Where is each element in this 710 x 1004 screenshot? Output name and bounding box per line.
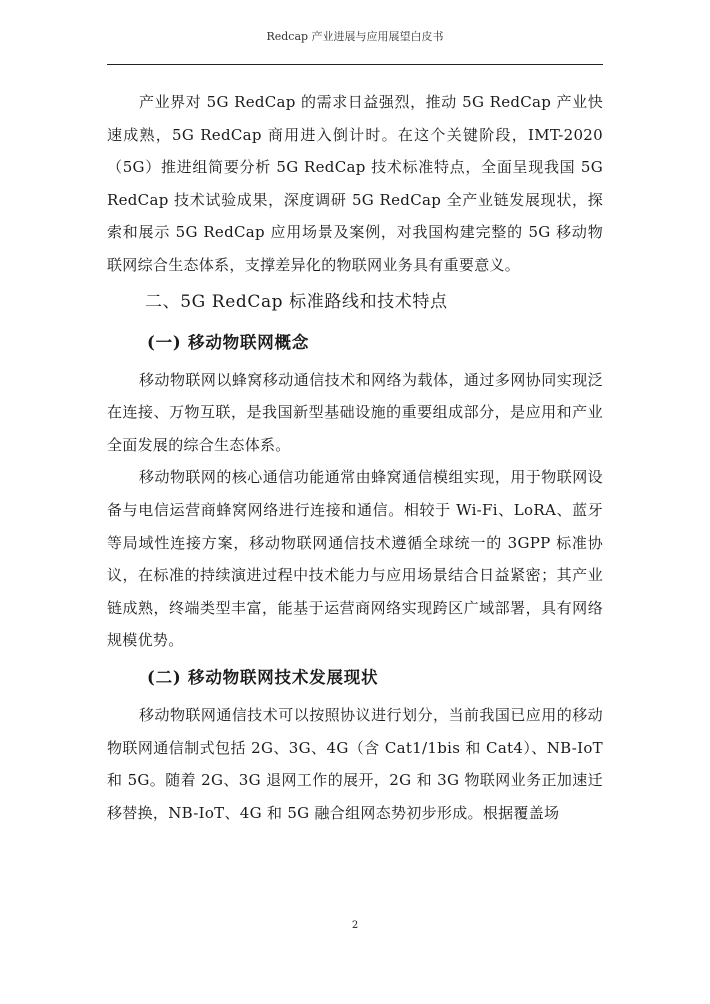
paragraph-iot-concept: 移动物联网以蜂窝移动通信技术和网络为载体，通过多网协同实现泛在连接、万物互联，是我国新型基础设施的重要组成部分，是应用和产业全面发展的综合生态体系。 xyxy=(107,370,603,454)
section-heading: 二、5G RedCap 标准路线和技术特点 xyxy=(145,291,448,312)
header-divider xyxy=(107,64,603,65)
paragraph-iot-module: 移动物联网的核心通信功能通常由蜂窝通信模组实现，用于物联网设备与电信运营商蜂窝网络进行连接和通信。相较于 Wi-Fi、LoRA、蓝牙等局域性连接方案，移动物联网通信技术遵循全球统一的 3GPP 标准协议，在标准的持续演进过程中技术能力与应用场景结合日益紧密；其产业链成熟，终端类型丰富，能基于运营商网络实现跨区广域部署，具有网络规模优势。 xyxy=(107,468,603,650)
running-header: Redcap 产业进展与应用展望白皮书 xyxy=(266,30,444,43)
page-body xyxy=(107,86,603,829)
intro-paragraph: 产业界对 5G RedCap 的需求日益强烈，推动 5G RedCap 产业快速成熟，5G RedCap 商用进入倒计时。在这个关键阶段，IMT-2020（5G）推进组简要分析 5G RedCap 技术标准特点，全面呈现我国 5G RedCap 技术试验成果，深度调研 5G RedCap 全产业链发展现状，探索和展示 5G RedCap 应用场景及案例，对我国构建完整的 5G 移动物联网综合生态体系，支撑差异化的物联网业务具有重要意义。 xyxy=(107,93,603,274)
page-number: 2 xyxy=(351,920,359,931)
subsection-heading-1: (一) 移动物联网概念 xyxy=(147,332,310,352)
subsection-heading-2: (二) 移动物联网技术发展现状 xyxy=(147,667,379,687)
paragraph-iot-status: 移动物联网通信技术可以按照协议进行划分，当前我国已应用的移动物联网通信制式包括 2G、3G、4G（含 Cat1/1bis 和 Cat4）、NB-IoT 和 5G。随着 2G、3G 退网工作的展开，2G 和 3G 物联网业务正加速迁移替换，NB-IoT、4G 和 5G 融合组网态势初步形成。根据覆盖场 xyxy=(107,705,603,822)
